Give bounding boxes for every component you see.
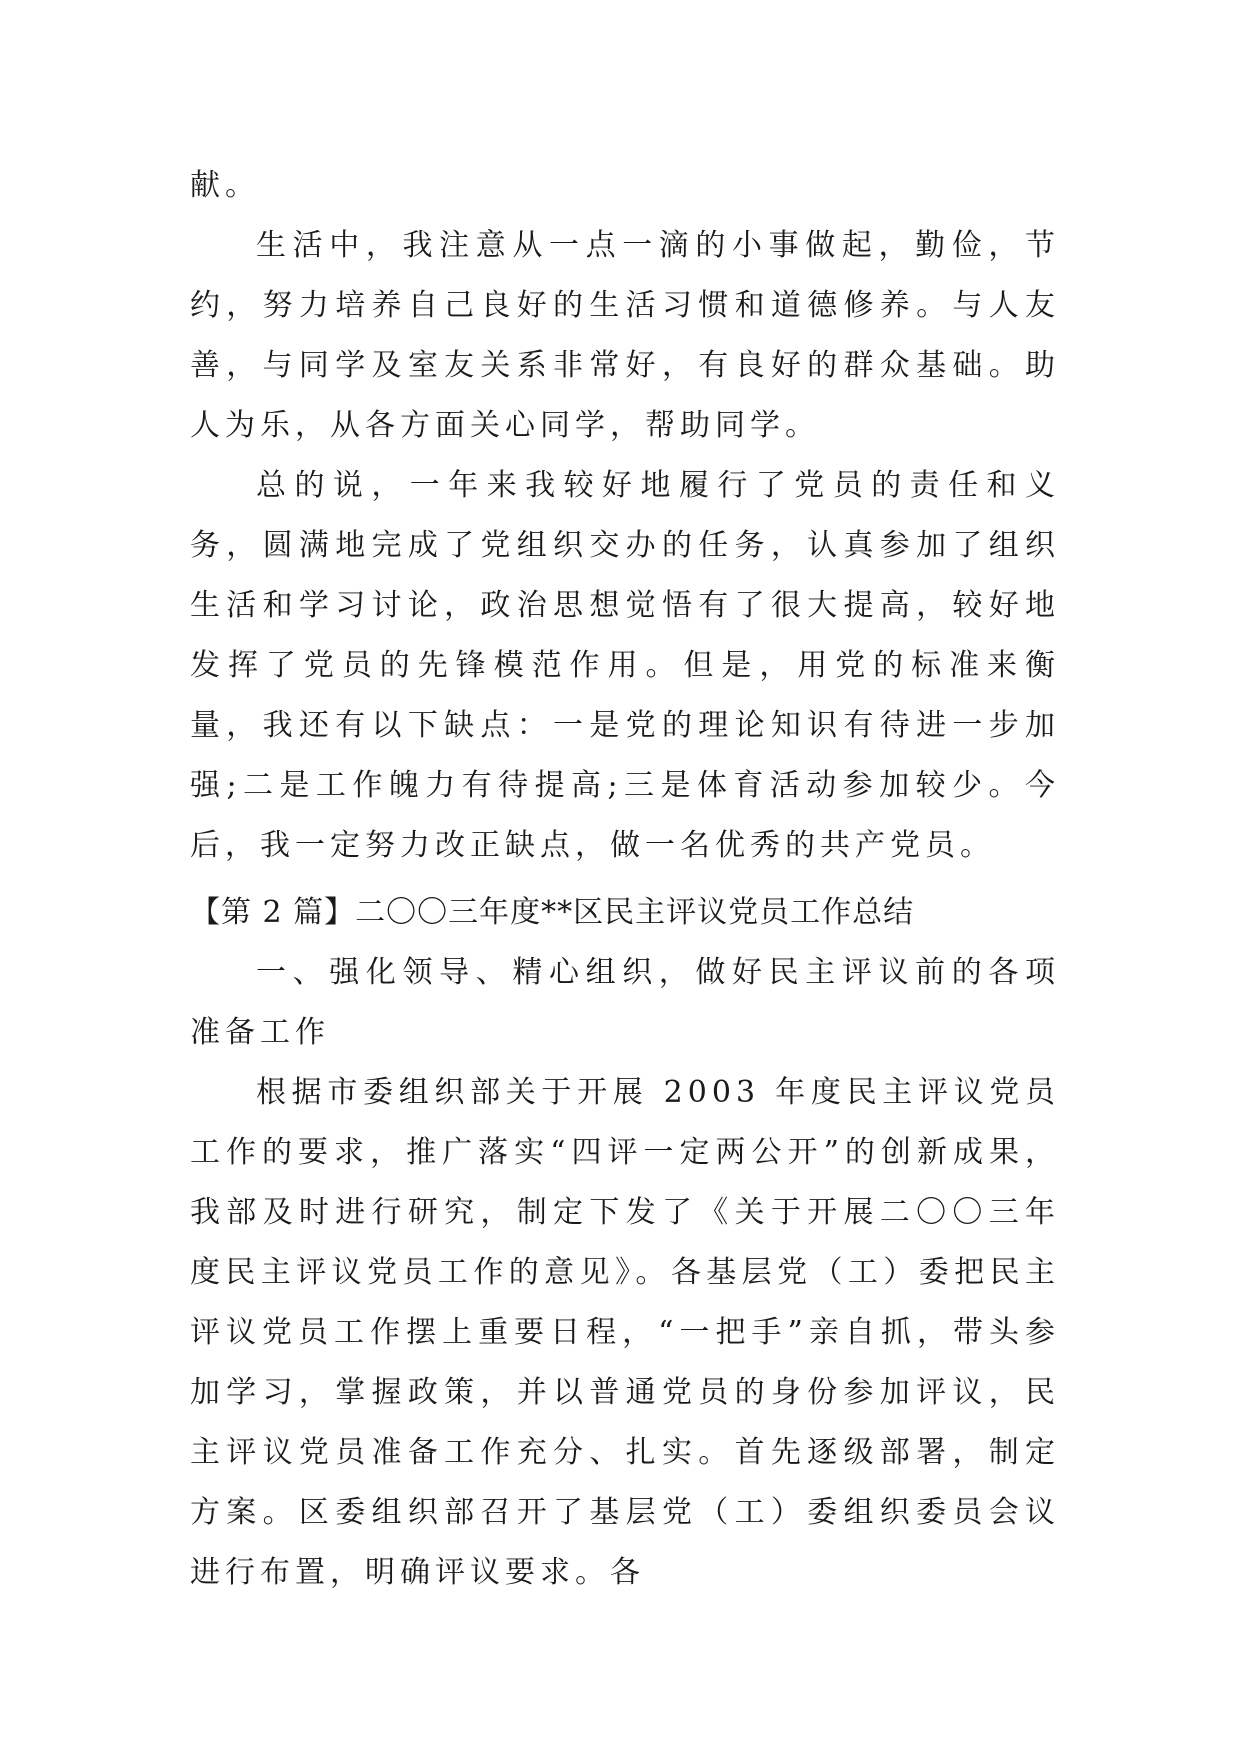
section-heading: 【第 2 篇】二〇〇三年度**区民主评议党员工作总结 [190,895,915,930]
paragraph-life: 生活中，我注意从一点一滴的小事做起，勤俭，节约，努力培养自己良好的生活习惯和道德修养。与人友善，与同学及室友关系非常好，有良好的群众基础。助人为乐，从各方面关心同学，帮助同学。 [190,228,1060,443]
article-body-part-2 [190,883,1060,1603]
paragraph-continuation: 献。 [190,168,260,203]
paragraph-summary: 总的说，一年来我较好地履行了党员的责任和义务，圆满地完成了党组织交办的任务，认真参加了组织生活和学习讨论，政治思想觉悟有了很大提高，较好地发挥了党员的先锋模范作用。但是，用党的标准来衡量，我还有以下缺点：一是党的理论知识有待进一步加强;二是工作魄力有待提高;三是体育活动参加较少。今后，我一定努力改正缺点，做一名优秀的共产党员。 [190,468,1060,863]
paragraph-subheading: 一、强化领导、精心组织，做好民主评议前的各项准备工作 [190,955,1060,1050]
article-body-part-1 [190,156,1060,876]
paragraph-preparation: 根据市委组织部关于开展 2003 年度民主评议党员工作的要求，推广落实“四评一定两公开”的创新成果，我部及时进行研究，制定下发了《关于开展二〇〇三年度民主评议党员工作的意见》。各基层党（工）委把民主评议党员工作摆上重要日程，“一把手”亲自抓，带头参加学习，掌握政策，并以普通党员的身份参加评议，民主评议党员准备工作充分、扎实。首先逐级部署，制定方案。区委组织部召开了基层党（工）委组织委员会议进行布置，明确评议要求。各 [190,1075,1060,1590]
